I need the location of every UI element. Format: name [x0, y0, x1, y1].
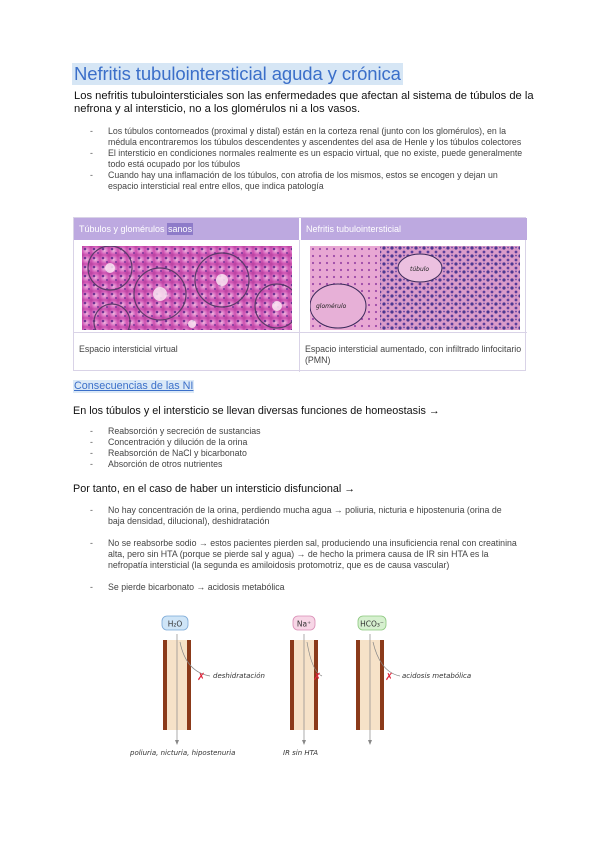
dysfunction-list: [90, 505, 520, 603]
list-item: - Se pierde bicarbonato → acidosis metabólica: [90, 582, 520, 593]
bicarbonate-badge: HCO₃⁻: [360, 619, 384, 629]
glomerulus-label: glomérulo: [316, 303, 347, 310]
header-highlight: sanos: [168, 224, 193, 234]
intro-paragraph: Los nefritis tubulointersticiales son las enfermedades que afectan al sistema de túbulos de la nefrona y al intersticio, no a los glomérulos ni a los vasos.: [74, 90, 534, 115]
histology-comparison-table: [73, 217, 526, 371]
table-divider: [74, 332, 527, 333]
nephritis-micrograph: [310, 246, 520, 330]
caption-healthy: Espacio intersticial virtual: [79, 344, 178, 354]
tubule-bicarbonate: [356, 616, 471, 745]
healthy-tubules-micrograph: [82, 246, 292, 330]
list-item: - No se reabsorbe sodio → estos pacientes pierden sal, produciendo una insuficiencia renal con creatinina alta, pero sin HTA (porque se pierde sal y agua) → de hecho la primera causa de IR sin HTA es la nefropatía intersticial (la segunda es amiloidosis protomotriz, que es de causa vascular): [90, 538, 520, 571]
list-item: - Reabsorción de NaCl y bicarbonato: [90, 448, 520, 459]
table-header-healthy: [74, 218, 299, 240]
consequences-heading-link[interactable]: Consecuencias de las NI: [74, 380, 194, 392]
sodium-bottom-note: IR sin HTA: [283, 749, 319, 757]
homeostasis-paragraph: En los túbulos y el intersticio se llevan diversas funciones de homeostasis →: [73, 405, 440, 417]
water-badge: H₂O: [167, 619, 183, 629]
list-item: - Concentración y dilución de la orina: [90, 437, 520, 448]
list-item: - Los túbulos contorneados (proximal y distal) están en la corteza renal (junto con los glomérulos), en la médula encontraremos los túbulos descendentes y ascendentes del asa de Henle y los túbulos colectores: [90, 126, 530, 148]
bicarbonate-right-note: acidosis metabólica: [402, 672, 472, 680]
water-right-note: deshidratación: [213, 672, 265, 680]
tubule-sodium: [283, 616, 322, 757]
page-title: Nefritis tubulointersticial aguda y crónica: [74, 63, 401, 84]
list-item: - Reabsorción y secreción de sustancias: [90, 426, 520, 437]
tubule-loss-diagram: [100, 612, 520, 762]
caption-nephritis: Espacio intersticial aumentado, con infiltrado linfocitario (PMN): [305, 344, 522, 365]
table-header-nephritis: Nefritis tubulointersticial: [300, 218, 527, 240]
list-item: - Cuando hay una inflamación de los túbulos, con atrofia de los mismos, estos se encogen y dejan un espacio intersticial real entre ellos, que indica patología: [90, 170, 530, 192]
list-item: - Absorción de otros nutrientes: [90, 459, 520, 470]
header-text: Túbulos y glomérulos: [79, 224, 168, 234]
sodium-badge: Na⁺: [296, 619, 312, 629]
tubule-label: túbulo: [410, 266, 430, 273]
anatomy-bullet-list: [90, 126, 530, 191]
homeostasis-list: [90, 426, 520, 470]
table-divider: [299, 240, 300, 372]
water-bottom-note: poliuria, nicturia, hipostenuria: [130, 749, 236, 757]
list-item: - No hay concentración de la orina, perdiendo mucha agua → poliuria, nicturia e hipostenuria (orina de baja densidad, dilucional), deshidratación: [90, 505, 520, 527]
cross-icon: ✗: [197, 672, 206, 683]
dysfunction-paragraph: Por tanto, en el caso de haber un intersticio disfuncional →: [73, 483, 356, 495]
list-item: - El intersticio en condiciones normales realmente es un espacio virtual, que no existe, puede generalmente todo está ocupado por los túbulos: [90, 148, 530, 170]
tubule-water: [129, 616, 265, 757]
cross-icon: ✗: [385, 672, 394, 683]
cross-icon: ✗: [313, 672, 322, 683]
